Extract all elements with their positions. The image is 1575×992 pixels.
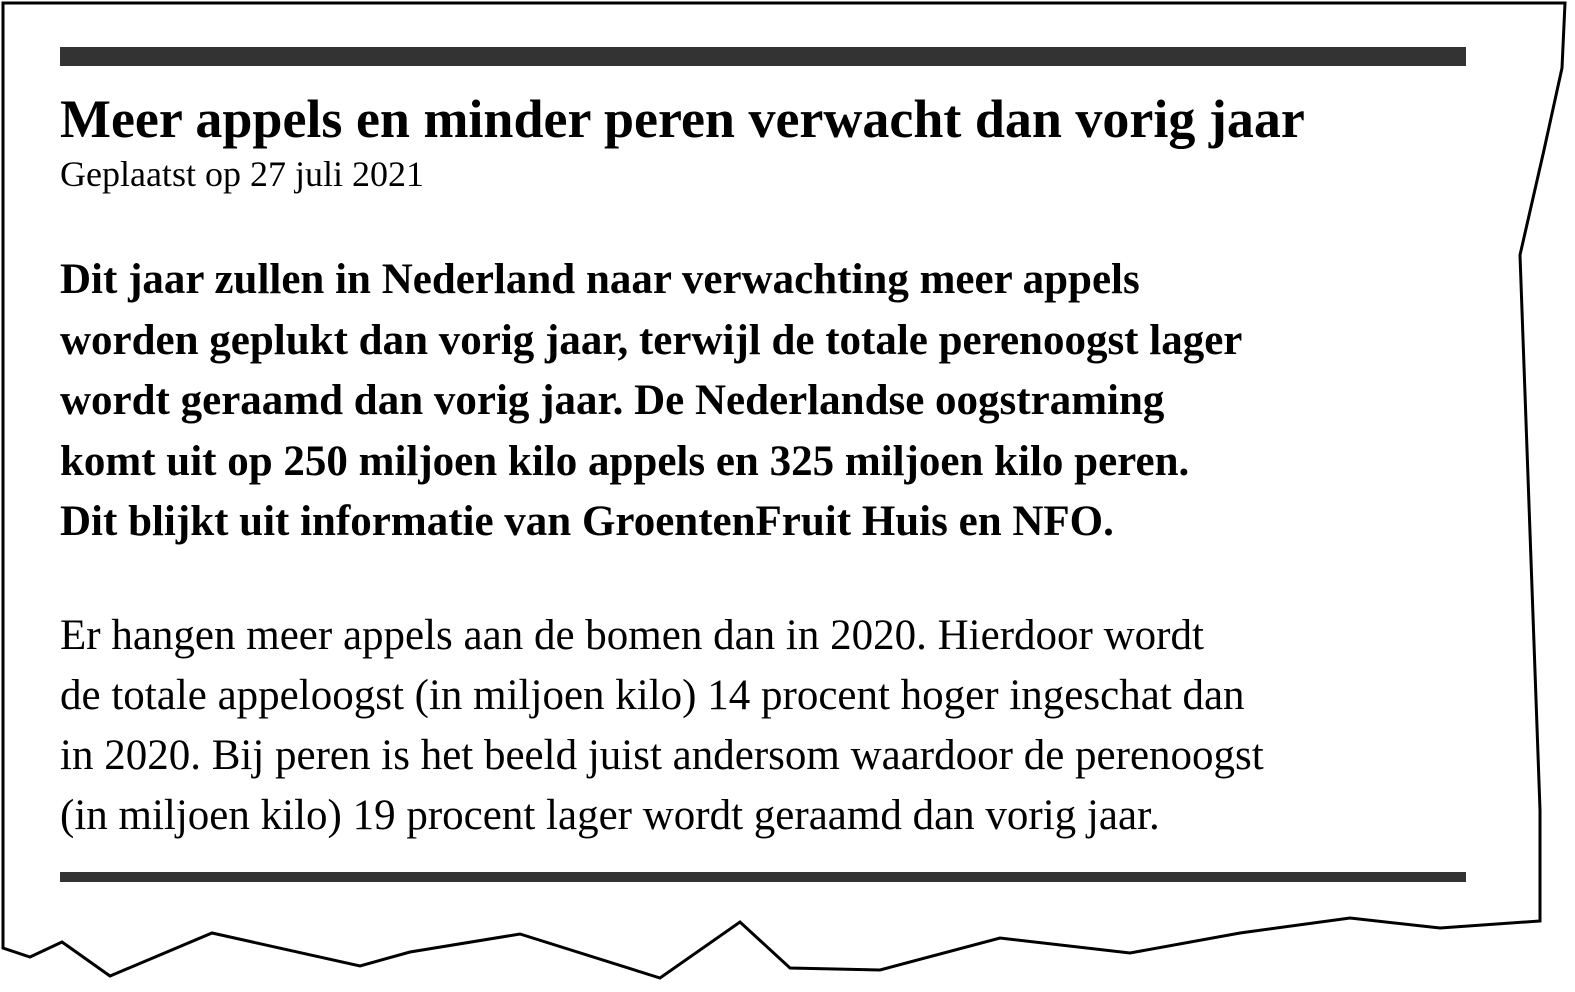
body-line: in 2020. Bij peren is het beeld juist andersom waardoor de perenoogst [60, 732, 1264, 779]
lead-line: Dit blijkt uit informatie van GroentenFruit Huis en NFO. [60, 498, 1114, 545]
top-rule [60, 47, 1466, 66]
headline: Meer appels en minder peren verwacht dan vorig jaar [60, 89, 1305, 149]
lead-line: Dit jaar zullen in Nederland naar verwachting meer appels [60, 256, 1140, 303]
body-line: Er hangen meer appels aan de bomen dan in 2020. Hierdoor wordt [60, 612, 1204, 659]
body-paragraph [60, 606, 1264, 846]
lead-line: worden geplukt dan vorig jaar, terwijl de totale perenoogst lager [60, 316, 1243, 364]
dateline: Geplaatst op 27 juli 2021 [60, 154, 424, 194]
lead-line: komt uit op 250 miljoen kilo appels en 325 miljoen kilo peren. [60, 437, 1190, 485]
body-line: de totale appeloogst (in miljoen kilo) 14 procent hoger ingeschat dan [60, 672, 1245, 719]
lead-paragraph [60, 250, 1242, 553]
lead-line: wordt geraamd dan vorig jaar. De Nederlandse oogstraming [60, 377, 1165, 424]
bottom-rule [60, 872, 1466, 882]
body-line: (in miljoen kilo) 19 procent lager wordt geraamd dan vorig jaar. [60, 792, 1160, 839]
